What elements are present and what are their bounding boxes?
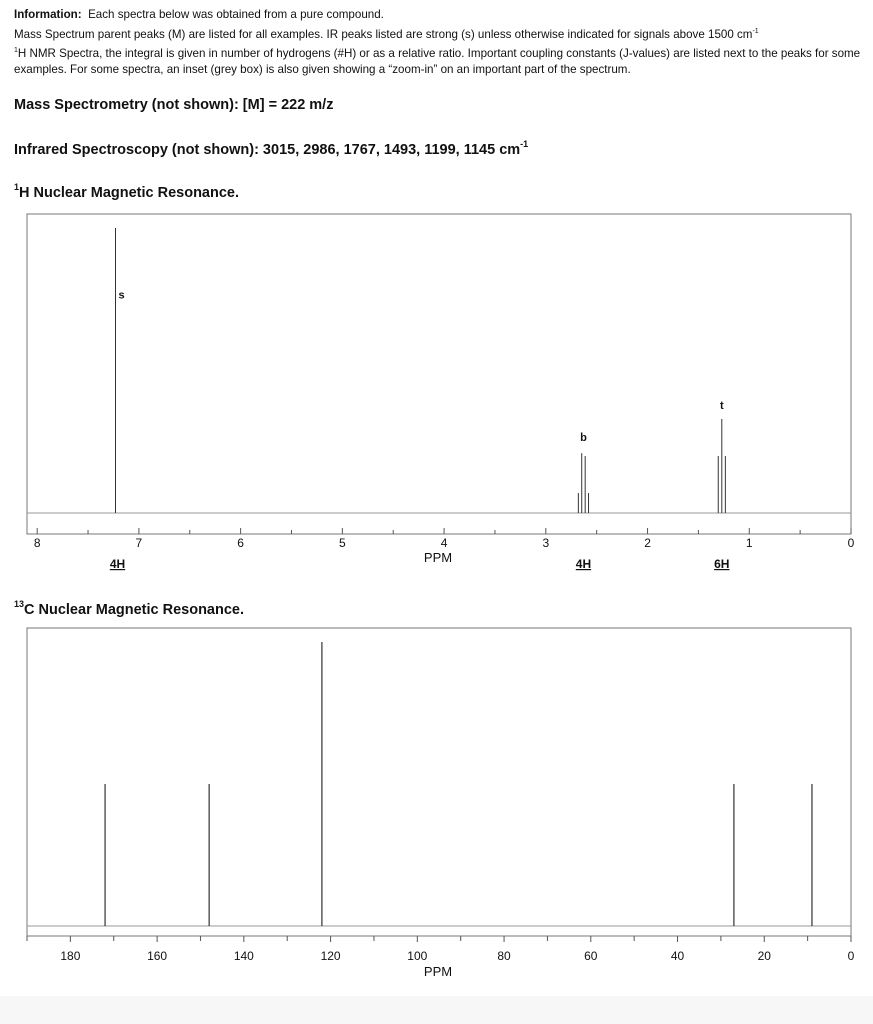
hnmr-multiplicity-label: s	[118, 289, 125, 302]
hnmr-multiplicity-label: t	[719, 399, 724, 412]
cnmr-tick-label: 20	[757, 949, 771, 963]
cnmr-tick-label: 0	[847, 949, 855, 963]
hnmr-xlabel: PPM	[423, 550, 453, 565]
hnmr-tick-label: 3	[542, 536, 550, 550]
information-text	[14, 7, 864, 79]
info-line-3-sup: 1	[14, 46, 18, 54]
hnmr-integral-label: 4H	[109, 557, 126, 571]
hnmr-heading-text: H Nuclear Magnetic Resonance.	[19, 184, 240, 201]
info-line-2-sup: -1	[752, 27, 759, 35]
ir-heading-sup: -1	[520, 139, 529, 149]
mass-spec-heading: Mass Spectrometry (not shown): [M] = 222 m/z	[14, 97, 334, 113]
info-line-2: Mass Spectrum parent peaks (M) are listed for all examples. IR peaks listed are strong (s) unless otherwise indicated for signals above 1500 cm	[14, 27, 753, 41]
cnmr-tick-label: 80	[497, 949, 511, 963]
hnmr-tick-label: 1	[745, 536, 753, 550]
cnmr-heading-text: C Nuclear Magnetic Resonance.	[24, 601, 245, 618]
info-line-3: H NMR Spectra, the integral is given in number of hydrogens (#H) or as a relative ratio. Important coupling constants (J-values) are listed next to the peaks for some examples. For some spectra, an inset (grey box) is also given showing a “zoom-in” on an important part of the spectrum.	[14, 46, 861, 77]
cnmr-xlabel: PPM	[423, 964, 453, 979]
hnmr-tick-label: 5	[339, 536, 346, 550]
cnmr-tick-label: 180	[60, 949, 81, 963]
cnmr-tick-label: 160	[147, 949, 168, 963]
cnmr-tick-label: 120	[320, 949, 341, 963]
hnmr-multiplicity-label: q	[580, 432, 587, 445]
hnmr-integral-label: 4H	[575, 557, 592, 571]
hnmr-spectrum	[0, 212, 873, 582]
cnmr-tick-label: 40	[670, 949, 685, 963]
hnmr-heading-sup: 1	[14, 182, 20, 192]
cnmr-tick-label: 140	[233, 949, 254, 963]
hnmr-tick-label: 7	[135, 536, 143, 550]
ir-heading	[14, 140, 528, 158]
ir-heading-text: Infrared Spectroscopy (not shown): 3015, 2986, 1767, 1493, 1199, 1145 cm	[14, 141, 521, 158]
hnmr-tick-label: 0	[847, 536, 855, 550]
info-label: Information:	[14, 8, 82, 21]
info-line-1: Each spectra below was obtained from a pure compound.	[88, 8, 384, 21]
cnmr-plot-frame	[27, 628, 851, 936]
hnmr-heading	[14, 183, 239, 201]
cnmr-heading-sup: 13	[14, 599, 25, 609]
hnmr-plot-frame	[27, 214, 851, 534]
footer-band	[0, 996, 873, 1024]
cnmr-tick-label: 60	[584, 949, 598, 963]
cnmr-spectrum	[0, 626, 873, 986]
hnmr-tick-label: 8	[33, 536, 41, 550]
cnmr-heading	[14, 600, 244, 618]
hnmr-tick-label: 4	[440, 536, 448, 550]
hnmr-integral-label: 6H	[714, 557, 730, 571]
hnmr-tick-label: 2	[644, 536, 651, 550]
cnmr-tick-label: 100	[407, 949, 428, 963]
hnmr-tick-label: 6	[237, 536, 244, 550]
